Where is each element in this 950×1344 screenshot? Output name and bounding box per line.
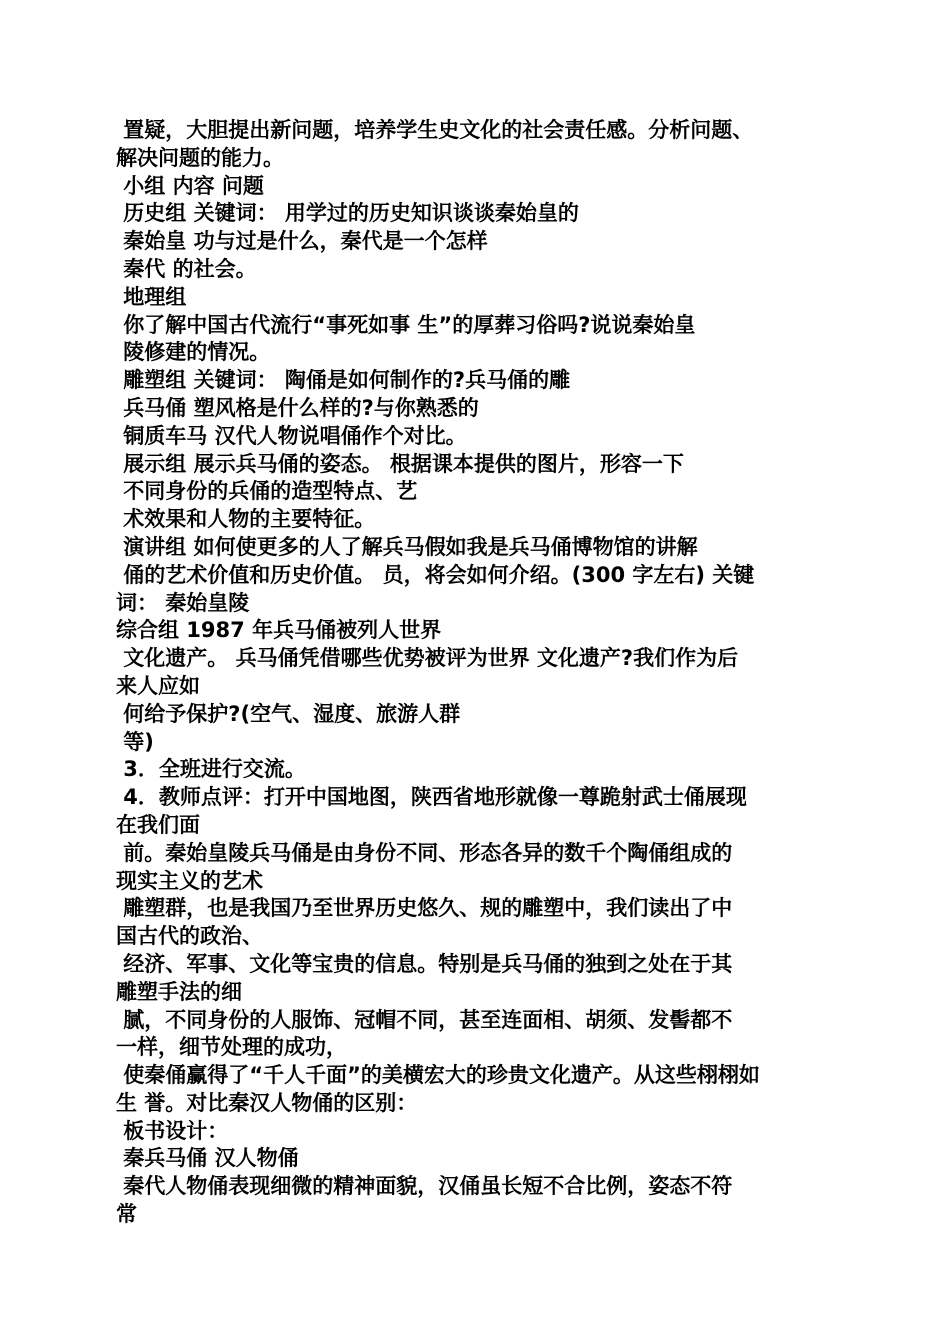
- text-line: 国古代的政治、: [116, 924, 263, 949]
- text-line: 等): [116, 729, 154, 754]
- text-line: 综合组 1987 年兵马俑被列人世界: [116, 618, 442, 643]
- text-line: 秦始皇 功与过是什么，秦代是一个怎样: [116, 229, 488, 254]
- text-line: 置疑，大胆提出新问题，培养学生史文化的社会责任感。分析问题、: [116, 118, 754, 142]
- text-line: 历史组 关键词： 用学过的历史知识谈谈秦始皇的: [116, 201, 579, 226]
- text-line: 俑的艺术价值和历史价值。 员，将会如何介绍。(300 字左右) 关键: [116, 562, 755, 587]
- text-line: 经济、军事、文化等宝贵的信息。特别是兵马俑的独到之处在于其: [116, 951, 733, 976]
- text-line: 常: [116, 1202, 137, 1227]
- text-line: 铜质车马 汉代人物说唱俑作个对比。: [116, 423, 467, 448]
- text-line: 来人应如: [116, 673, 200, 698]
- text-line: 陵修建的情况。: [116, 340, 271, 365]
- text-line: 你了解中国古代流行“事死如事 生”的厚葬习俗吗?说说秦始皇: [116, 312, 696, 337]
- document-body: [116, 117, 834, 1229]
- text-line: 一样，细节处理的成功，: [116, 1035, 347, 1060]
- text-line: 板书设计：: [116, 1118, 229, 1143]
- text-line: 演讲组 如何使更多的人了解兵马假如我是兵马俑博物馆的讲解: [116, 534, 698, 559]
- text-line: 雕塑手法的细: [116, 979, 242, 1004]
- text-line: 秦代人物俑表现细微的精神面貌，汉俑虽长短不合比例，姿态不符: [116, 1174, 733, 1199]
- text-line: 展示组 展示兵马俑的姿态。 根据课本提供的图片，形容一下: [116, 451, 684, 476]
- text-line: 在我们面: [116, 812, 200, 837]
- text-line: 腻，不同身份的人服饰、冠帽不同，甚至连面相、胡须、发髻都不: [116, 1007, 733, 1032]
- text-line: 现实主义的艺术: [116, 868, 263, 893]
- text-line: 何给予保护?(空气、湿度、旅游人群: [116, 701, 461, 726]
- text-line: 小组 内容 问题: [116, 173, 264, 198]
- text-line: 秦兵马俑 汉人物俑: [116, 1146, 299, 1171]
- text-line: 3．全班进行交流。: [116, 757, 306, 782]
- text-line: 秦代 的社会。: [116, 256, 257, 281]
- text-line: 解决问题的能力。: [116, 145, 284, 170]
- text-line: 雕塑群，也是我国乃至世界历史悠久、规的雕塑中，我们读出了中: [116, 896, 733, 921]
- text-line: 地理组: [116, 284, 187, 309]
- text-line: 文化遗产。 兵马俑凭借哪些优势被评为世界 文化遗产?我们作为后: [116, 646, 739, 671]
- text-line: 术效果和人物的主要特征。: [116, 507, 376, 532]
- text-line: 雕塑组 关键词： 陶俑是如何制作的?兵马俑的雕: [116, 368, 571, 393]
- text-line: 生 誉。对比秦汉人物俑的区别：: [116, 1090, 418, 1115]
- text-line: 兵马俑 塑风格是什么样的?与你熟悉的: [116, 395, 479, 420]
- text-line: 词： 秦始皇陵: [116, 590, 250, 615]
- text-line: 使秦俑赢得了“千人千面”的美横宏大的珍贵文化遗产。从这些栩栩如: [116, 1063, 760, 1088]
- text-line: 4．教师点评：打开中国地图，陕西省地形就像一尊跪射武士俑展现: [116, 785, 747, 810]
- text-line: 前。秦始皇陵兵马俑是由身份不同、形态各异的数千个陶俑组成的: [116, 840, 733, 865]
- text-line: 不同身份的兵俑的造型特点、艺: [116, 479, 418, 504]
